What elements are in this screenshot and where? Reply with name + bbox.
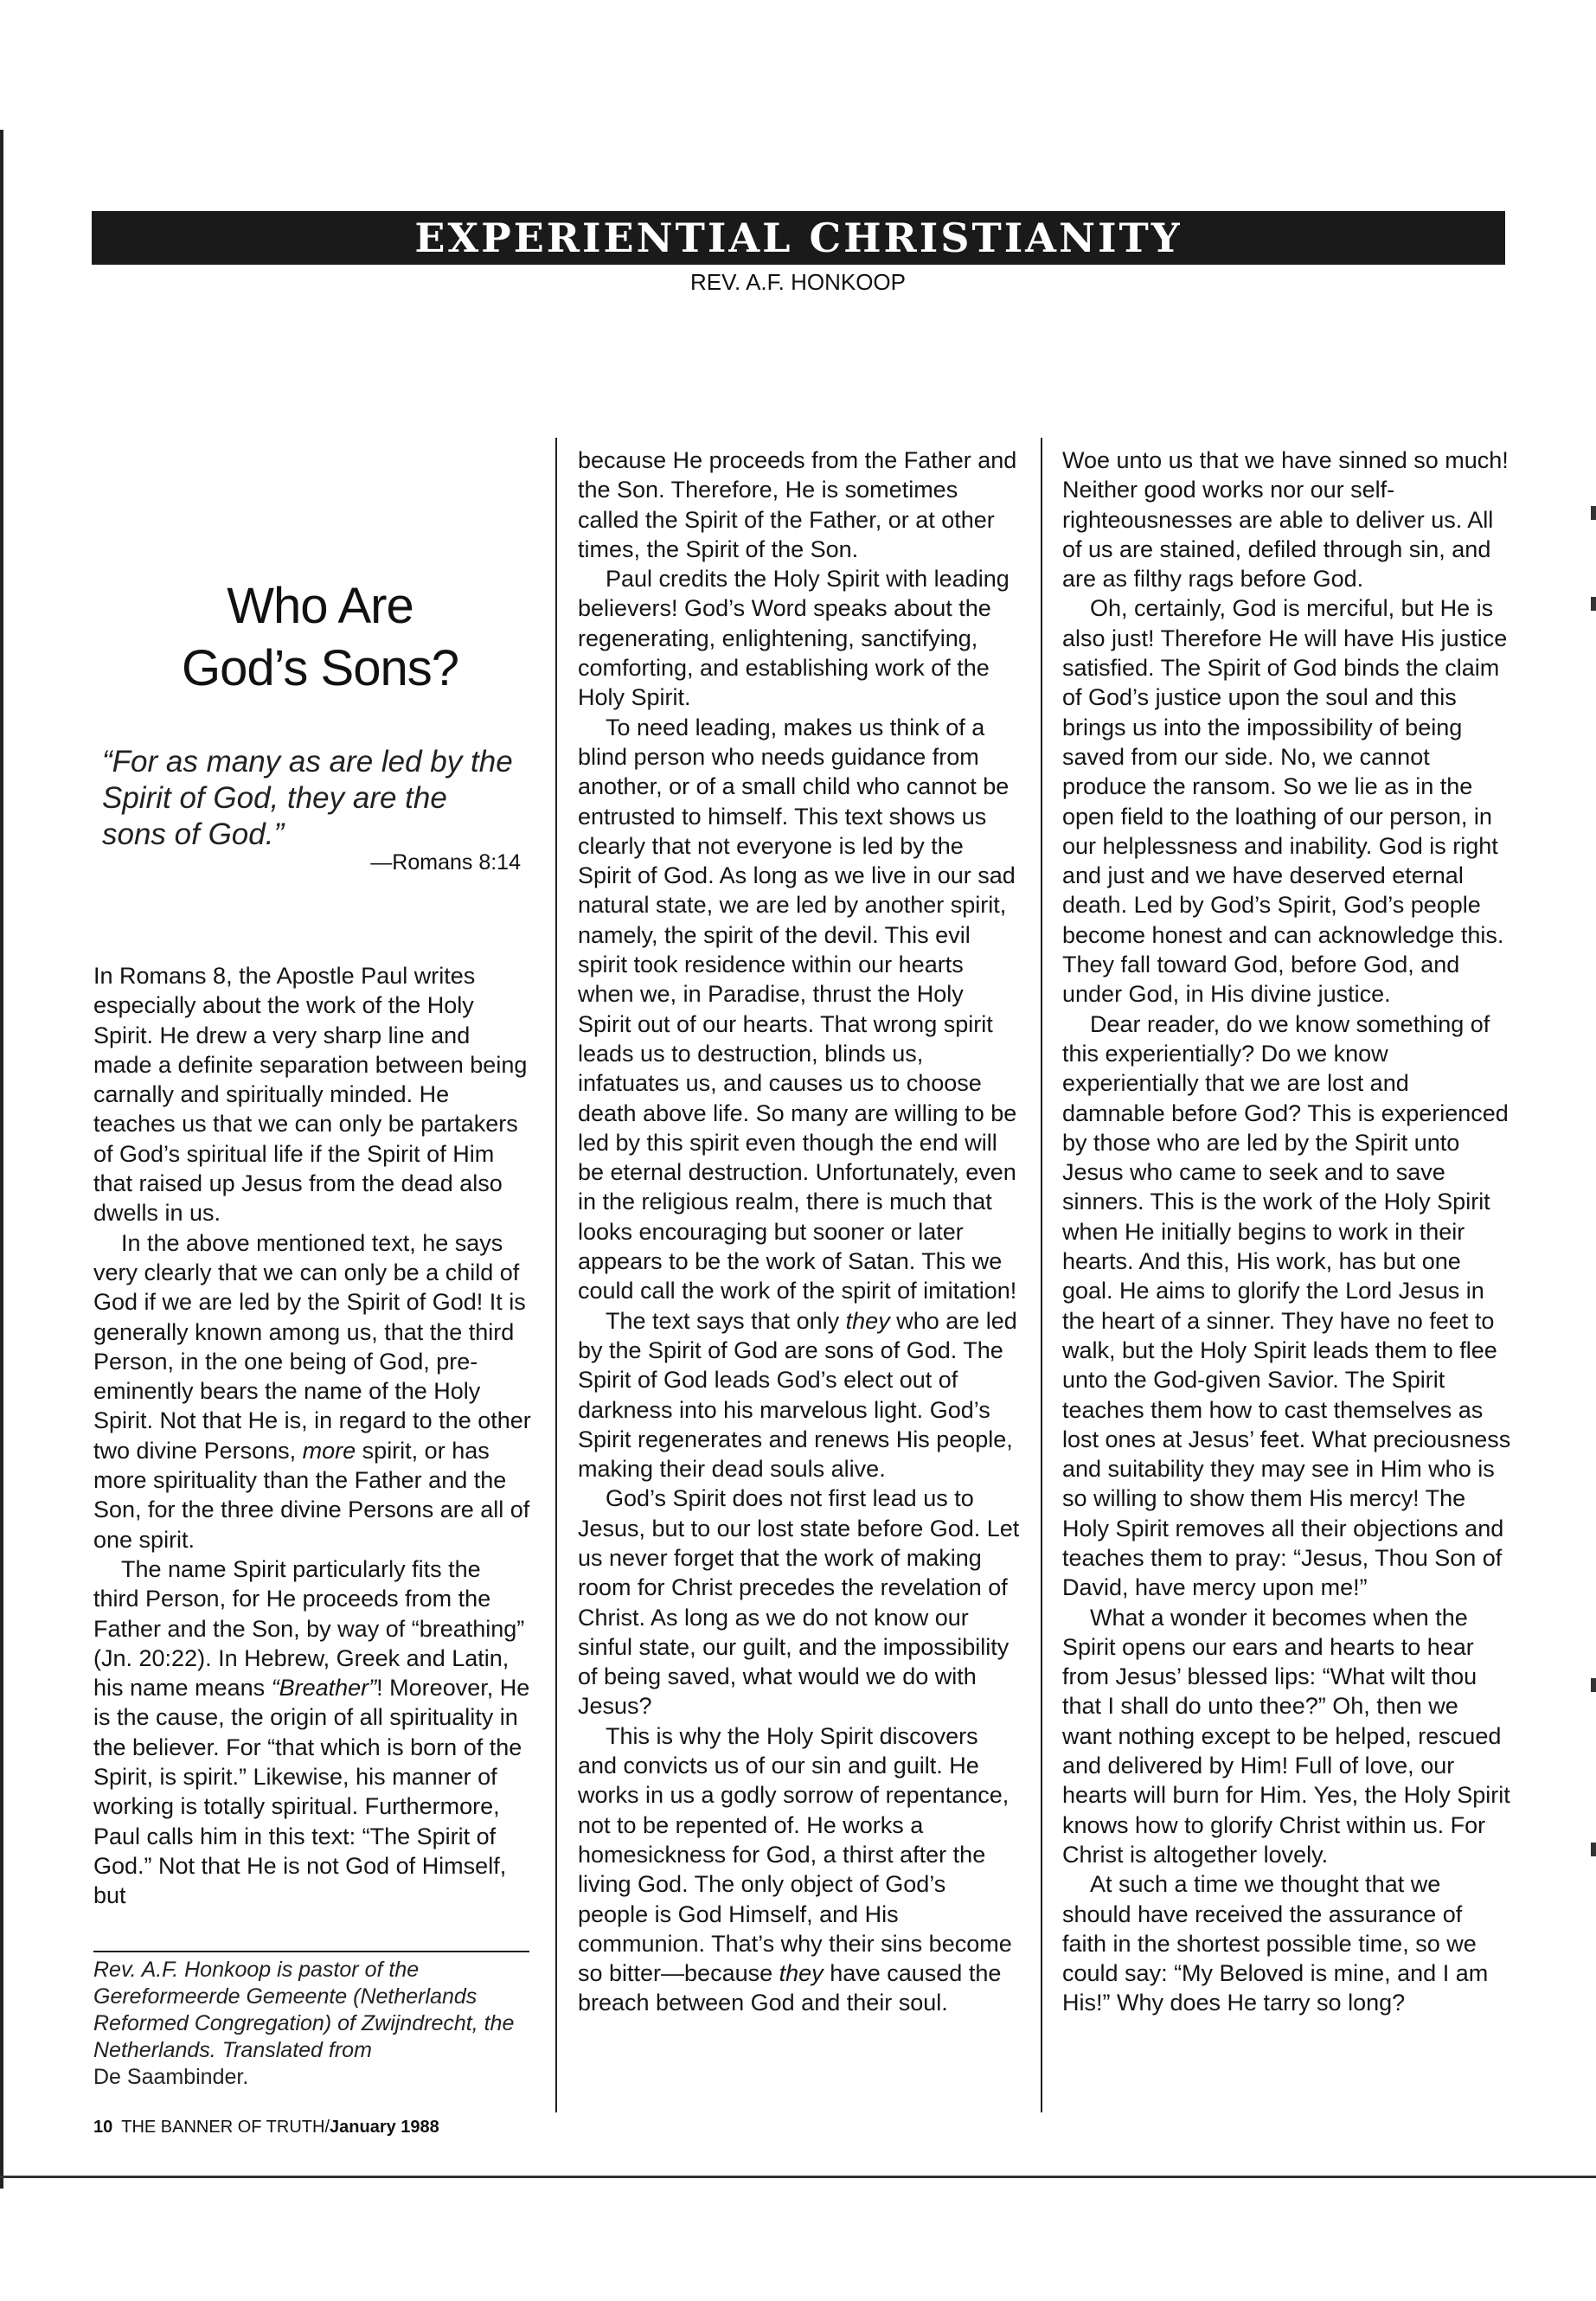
text-column-1 <box>93 961 531 1911</box>
column-rule <box>555 438 557 2112</box>
text-column-2 <box>578 445 1021 2018</box>
bio-text: Rev. A.F. Honkoop is pastor of the Gereformeerde Gemeente (Netherlands Reformed Congregation) of Zwijndrecht, the Netherlands. Translated from <box>93 1958 515 2062</box>
column-rule <box>1041 438 1042 2112</box>
paragraph: In Romans 8, the Apostle Paul writes especially about the work of the Holy Spirit. He drew a very sharp line and made a definite separation between being carnally and spiritually minded. He teaches us that we can only be partakers of God’s spiritual life if the Spirit of Him that raised up Jesus from the dead also dwells in us. <box>93 963 528 1227</box>
paragraph: This is why the Holy Spirit discovers and convicts us of our sin and guilt. He works in us a godly sorrow of repentance, not to be repented of. He works a homesickness for God, a thirst after the living God. The only object of God’s people is God Himself, and His communion. That’s why their sins become so bitter—because they have caused the breach between God and their soul. <box>578 1722 1012 2016</box>
emphasis: they <box>779 1960 824 1987</box>
article-title-line1: Who Are <box>227 578 413 634</box>
paragraph: At such a time we thought that we should have received the assurance of faith in the shortest possible time, so we could say: “My Beloved is mine, and I am His!” Why does He tarry so long? <box>1062 1871 1489 2016</box>
paragraph: The text says that only they who are led by the Spirit of God are sons of God. The Spirit of God leads God’s elect out of darkness into his marvelous light. God’s Spirit regenerates and renews His people, making their dead souls alive. <box>578 1307 1017 1483</box>
article-title-line2: God’s Sons? <box>181 640 459 696</box>
page-number: 10 <box>93 2118 113 2137</box>
author-bio <box>93 1957 529 2091</box>
epigraph-citation: —Romans 8:14 <box>370 850 521 875</box>
scan-edge-mark <box>1591 1678 1596 1692</box>
paragraph: What a wonder it becomes when the Spirit opens our ears and hearts to hear from Jesus’ blessed lips: “What wilt thou that I shall do unto thee?” Oh, then we want nothing except to be helped, rescued and delivered by Him! Full of love, our hearts will burn for Him. Yes, the Holy Spirit knows how to glorify Christ within us. For Christ is altogether lovely. <box>1062 1604 1510 1868</box>
article-title <box>147 575 493 700</box>
paragraph: Woe unto us that we have sinned so much! Neither good works nor our self-righteousnesses are able to deliver us. All of us are stained, defiled through sin, and are as filthy rags before God. <box>1062 447 1509 593</box>
emphasis: they <box>845 1307 890 1334</box>
paragraph: The name Spirit particularly fits the third Person, for He proceeds from the Father and the Son, by way of “breathing” (Jn. 20:22). In Hebrew, Greek and Latin, his name means “Breather”! Moreover, He is the cause, the origin of all spirituality in the believer. For “that which is born of the Spirit, is spirit.” Likewise, his manner of working is totally spiritual. Furthermore, Paul calls him in this text: “The Spirit of God.” Not that He is not God of Himself, but <box>93 1555 530 1909</box>
paragraph: In the above mentioned text, he says very clearly that we can only be a child of God if we are led by the Spirit of God! It is generally known among us, that the third Person, in the one being of God, pre-eminently bears the name of the Holy Spirit. Not that He is, in regard to the other two divine Persons, more spirit, or has more spirituality than the Father and the Son, for the three divine Persons are all of one spirit. <box>93 1229 531 1553</box>
scan-left-edge <box>0 130 3 2189</box>
emphasis: more <box>302 1437 356 1464</box>
page-footer <box>93 2115 439 2139</box>
author-byline: REV. A.F. HONKOOP <box>689 269 906 295</box>
paragraph: To need leading, makes us think of a blind person who needs guidance from another, or of a small child who cannot be entrusted to himself. This text shows us clearly that not everyone is led by the Spirit of God. As long as we live in our sad natural state, we are led by another spirit, namely, the spirit of the devil. This evil spirit took residence within our hearts when we, in Paradise, thrust the Holy Spirit out of our hearts. That wrong spirit leads us to destruction, blinds us, infatuates us, and causes us to choose death above life. So many are willing to be led by this spirit even though the end will be eternal destruction. Unfortunately, even in the religious realm, there is much that looks encouraging but sooner or later appears to be the work of Satan. This we could call the work of the spirit of imitation! <box>578 714 1017 1304</box>
scan-edge-mark <box>1591 1843 1596 1856</box>
paragraph: God’s Spirit does not first lead us to Jesus, but to our lost state before God. Let us never forget that the work of making room for Christ precedes the revelation of Christ. As long as we do not know our sinful state, our guilt, and the impossibility of being saved, what would we do with Jesus? <box>578 1485 1020 1720</box>
scan-edge-mark <box>1591 597 1596 611</box>
bio-source: De Saambinder. <box>93 2065 249 2089</box>
paragraph: Paul credits the Holy Spirit with leading believers! God’s Word speaks about the regenerating, enlightening, sanctifying, comforting, and establishing work of the Holy Spirit. <box>578 566 1010 711</box>
publication-name: THE BANNER OF TRUTH/ <box>121 2118 330 2137</box>
paragraph: Oh, certainly, God is merciful, but He is also just! Therefore He will have His justice satisfied. The Spirit of God binds the claim of God’s justice upon the soul and this brings us into the impossibility of being saved from our side. No, we cannot produce the ransom. So we lie as in the open field to the loathing of our person, in our helplessness and inability. God is right and just and we have deserved eternal death. Led by God’s Spirit, God’s people become honest and can acknowledge this. They fall toward God, before God, and under God, in His divine justice. <box>1062 595 1508 1008</box>
section-title: EXPERIENTIAL CHRISTIANITY <box>414 215 1183 261</box>
epigraph-quote: “For as many as are led by the Spirit of God, they are the sons of God.” <box>102 745 513 851</box>
paragraph: because He proceeds from the Father and the Son. Therefore, He is sometimes called the Spirit of the Father, or at other times, the Spirit of the Son. <box>578 447 1017 562</box>
bio-divider <box>93 1951 529 1952</box>
issue-date: January 1988 <box>330 2118 439 2137</box>
scan-bottom-edge <box>0 2176 1596 2178</box>
section-banner <box>92 211 1505 265</box>
paragraph: Dear reader, do we know something of this experientially? Do we know experientially that we are lost and damnable before God? This is experienced by those who are led by the Spirit unto Jesus who came to seek and to save sinners. This is the work of the Holy Spirit when He initially begins to work in their hearts. And this, His work, has but one goal. He aims to glorify the Lord Jesus in the heart of a sinner. They have no feet to walk, but the Holy Spirit leads them to flee unto the God-given Savior. The Spirit teaches them how to cast themselves as lost ones at Jesus’ feet. What preciousness and suitability they may see in Him who is so willing to show them His mercy! The Holy Spirit removes all their objections and teaches them to pray: “Jesus, Thou Son of David, have mercy upon me!” <box>1062 1010 1511 1601</box>
text-column-3 <box>1062 445 1512 2018</box>
emphasis: “Breather” <box>271 1675 377 1702</box>
scan-edge-mark <box>1591 506 1596 520</box>
